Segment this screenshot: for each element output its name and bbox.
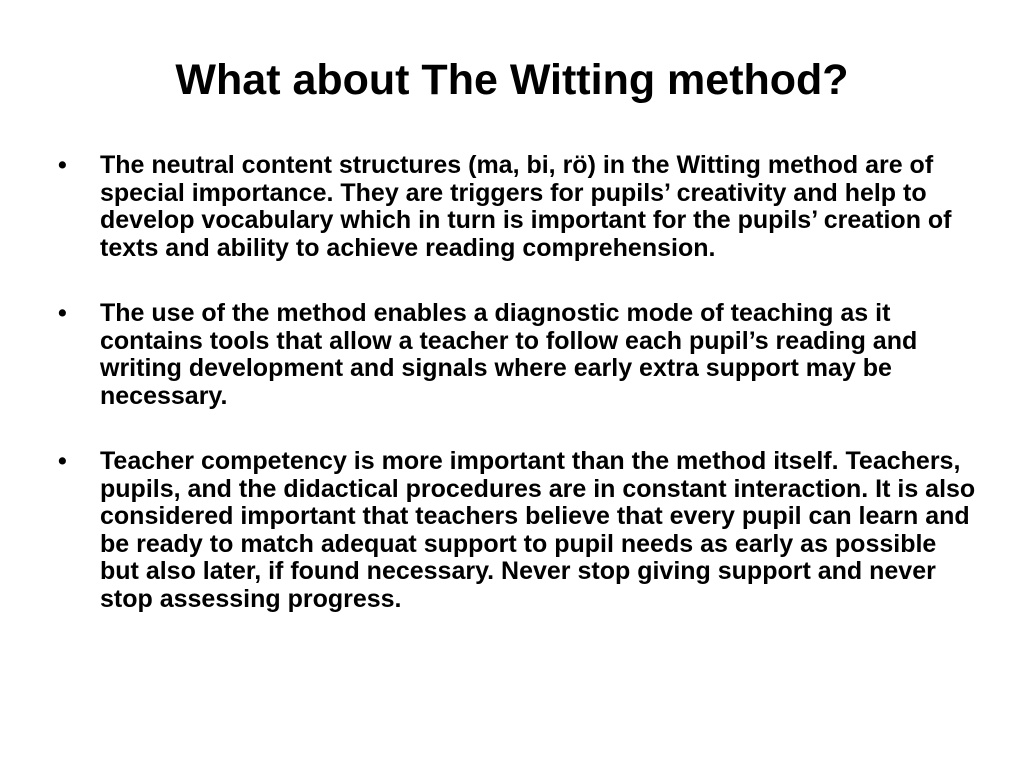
bullet-item-1: [58, 152, 978, 262]
bullet-list: [58, 152, 978, 651]
bullet-icon: •: [58, 299, 67, 327]
bullet-text-2: The use of the method enables a diagnostic mode of teaching as it contains tools that allow a teacher to follow each pupil’s reading and writing development and signals where early extra support may be necessary.: [100, 299, 918, 410]
bullet-item-2: [58, 300, 978, 410]
bullet-icon: •: [58, 447, 67, 475]
bullet-item-3: [58, 448, 978, 613]
bullet-text-3: Teacher competency is more important than the method itself. Teachers, pupils, and the didactical procedures are in constant interaction. It is also considered important that teachers believe that every pupil can learn and be ready to match adequat support to pupil needs as early as possible but also later, if found necessary. Never stop giving support and never stop assessing progress.: [100, 447, 976, 613]
bullet-icon: •: [58, 151, 67, 179]
slide-title: What about The Witting method?: [175, 56, 849, 104]
bullet-text-1: The neutral content structures (ma, bi, rö) in the Witting method are of special importance. They are triggers for pupils’ creativity and help to develop vocabulary which in turn is important for the pupils’ creation of texts and ability to achieve reading comprehension.: [100, 151, 952, 262]
